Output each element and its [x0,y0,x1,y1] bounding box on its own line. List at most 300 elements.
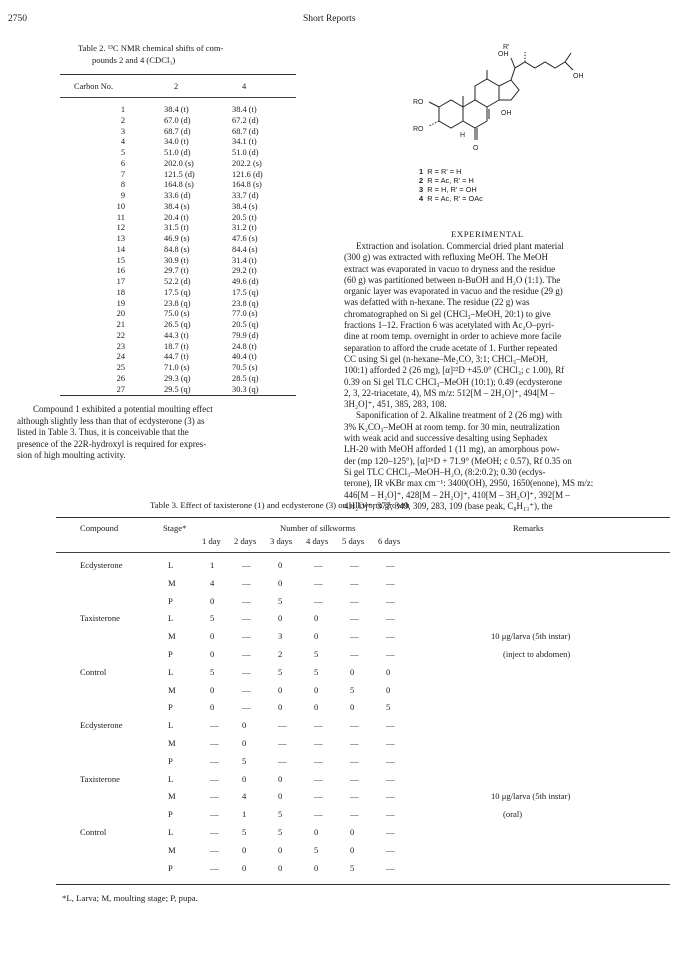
experimental-line: der (mp 120–125°), [α]²⁶D + 71.9° (MeOH; c 0.57), Rf 0.35 on [344,455,572,466]
table3-cell-day4: — [314,560,323,570]
table3-cell-day3: 3 [278,631,283,642]
experimental-line: was defatted with n-hexane. The residue (22 g) was [344,297,530,308]
table2-caption [78,42,268,66]
table3-row [60,685,670,698]
table3-cell-day5: — [350,560,359,570]
struct-label-oh-ring: OH [501,110,512,117]
table3-cell-day1: 0 [210,649,215,659]
table3-cell-day1: — [210,844,219,855]
table2-cell-carbon: 22 [116,330,125,340]
table3-header [60,523,670,553]
table3-cell-day3: 0 [278,702,283,713]
table3-row [60,560,670,573]
table2-cell-compound2: 30.9 (t) [164,255,189,265]
experimental-line: dine at room temp. overnight in order to achieve more facile [344,331,562,342]
table2-row [60,159,290,170]
table3-cell-day2: 4 [242,791,247,802]
table2-cell-compound4: 20.5 (q) [232,320,259,329]
table2-row [60,180,290,191]
table3-row [60,649,670,662]
table3-cell-day6: — [386,560,395,570]
table3-row [60,774,670,787]
table2-header-carbon: Carbon No. [74,82,114,91]
table3-footnote: *L, Larva; M, moulting stage; P, pupa. [62,893,198,903]
table2-cell-compound4: 40.4 (t) [232,352,257,362]
table3-cell-stage: M [168,738,176,748]
struct-label-ro-bottom: RO [413,126,424,133]
table3-cell-compound: Taxisterone [80,773,120,784]
table3-cell-stage: L [168,613,174,624]
table2-cell-compound2: 38.4 (t) [164,105,189,114]
table3-row [60,720,670,733]
table2-row [60,127,290,138]
table2-cell-compound4: 17.5 (q) [232,287,259,297]
table3-row [60,809,670,822]
table3-cell-day6: — [386,862,395,873]
table3-cell-day1: — [210,773,219,784]
table2-cell-compound2: 52.2 (d) [164,277,191,286]
table3-header-compound: Compound [80,523,119,533]
table3-cell-day5: — [350,791,359,802]
experimental-line: (60 g) was partitioned between n-BuOH and H₂O (1:1). The [344,274,561,285]
table2-cell-carbon: 19 [116,298,125,308]
table3-row [60,863,670,876]
table2-cell-compound2: 75.0 (s) [164,309,190,319]
table3-cell-day3: 0 [278,577,283,588]
experimental-line: Si gel TLC CHCl₃–MeOH–H₂O, (8:2:0.2); 0.30 (ecdys- [344,466,546,477]
table3-cell-compound: Control [80,827,107,837]
table2-row [60,363,290,374]
table3-cell-stage: L [168,827,174,837]
table2-cell-compound4: 77.0 (s) [232,309,258,319]
table2-cell-carbon: 3 [120,126,125,136]
table2-cell-compound4: 30.3 (q) [232,384,259,394]
table3-cell-day5: — [350,631,359,642]
table2-row [60,202,290,213]
table2-row [60,266,290,277]
table3-cell-day2: — [242,702,251,713]
table2-cell-compound4: 84.4 (s) [232,244,258,254]
table2-cell-compound4: 68.7 (d) [232,126,259,136]
table2-cell-carbon: 14 [116,244,125,254]
table3-cell-day6: — [386,631,395,642]
table2-bottom-rule [60,395,296,396]
table2-row [60,137,290,148]
table2-row [60,245,290,256]
table3-cell-day3: 5 [278,827,283,837]
table3-cell-stage: P [168,755,173,766]
table3-cell-stage: P [168,862,173,873]
table2-row [60,191,290,202]
table2-row [60,170,290,181]
table2-cell-compound2: 31.5 (t) [164,223,189,233]
table3-cell-day4: 0 [314,862,319,873]
table3-cell-day6: — [386,613,395,624]
table3-cell-day5: — [350,577,359,588]
table3-caption: Table 3. Effect of taxisterone (1) and ecdysterone (3) on silkworm growth [150,500,410,510]
table3-row [60,756,670,769]
table3-cell-day6: — [386,595,395,606]
table2-row [60,299,290,310]
table2-cell-carbon: 20 [116,309,125,319]
table3-cell-day1: 0 [210,702,215,713]
table2-row [60,309,290,320]
table2-cell-compound4: 38.4 (s) [232,201,258,211]
table2-cell-compound2: 71.0 (s) [164,363,190,372]
table3-cell-stage: P [168,702,173,713]
table3-cell-stage: P [168,809,173,820]
experimental-line: 3H₂O]⁺, 451, 385, 283, 108. [344,399,447,410]
table3-cell-day4: — [314,773,323,784]
table3-cell-day4: 5 [314,649,319,659]
table3-cell-day2: 0 [242,720,247,731]
compound-legend [419,167,483,203]
table3-cell-day3: 2 [278,649,283,659]
table3-bottom-rule [56,884,670,885]
table3-cell-stage: L [168,560,174,570]
table3-cell-day3: 5 [278,809,283,820]
table2-cell-compound2: 20.4 (t) [164,212,189,222]
table3-row [60,667,670,680]
table3-cell-day2: 0 [242,738,247,748]
table2-cell-compound4: 31.2 (t) [232,223,257,233]
table3-day-header: 6 days [378,536,401,546]
running-header: Short Reports [303,14,356,24]
table3-cell-day1: 0 [210,595,215,606]
compound-legend-item: 3 R = H, R' = OH [419,185,477,194]
table3-cell-day2: — [242,649,251,659]
table3-cell-day1: — [210,755,219,766]
table2-caption-line: pounds 2 and 4 (CDCl₃) [92,55,176,65]
table3-cell-day5: 5 [350,684,355,695]
table3-cell-day2: 0 [242,844,247,855]
table2-cell-compound4: 34.1 (t) [232,137,257,147]
table3-cell-day4: — [314,809,323,820]
table2-cell-compound2: 44.7 (t) [164,352,189,362]
table2-cell-compound4: 38.4 (t) [232,105,257,114]
table2-header [60,82,296,94]
table2-cell-compound2: 51.0 (d) [164,148,191,157]
table2-cell-compound2: 29.5 (q) [164,384,191,394]
table3-cell-day1: — [210,862,219,873]
experimental-line: CC using Si gel (n-hexane–Me₂CO, 3:1; CHCl₃–MeOH, [344,353,548,364]
table2-cell-compound2: 29.7 (t) [164,266,189,276]
table3-header-remarks: Remarks [513,523,544,533]
table3-cell-day2: 5 [242,755,247,766]
discussion-line: listed in Table 3. Thus, it is conceivable that the [17,427,189,438]
table2-cell-compound2: 29.3 (q) [164,373,191,383]
table3-cell-day3: — [278,720,287,731]
table2-header-rule [60,97,296,98]
table2-cell-compound4: 24.8 (t) [232,341,257,351]
table2-row [60,256,290,267]
table2-header-2: 2 [174,82,179,91]
struct-label-oh-top: OH [498,51,509,58]
experimental-line: terone), IR νKBr max cm⁻¹: 3400(OH), 2950, 1650(enone), MS m/z: [344,478,594,489]
table2-row [60,277,290,288]
table3-cell-day5: 0 [350,702,355,713]
table2-cell-compound2: 68.7 (d) [164,126,191,136]
table3-cell-day3: 5 [278,666,283,677]
table3-cell-day1: — [210,791,219,802]
table3-cell-day3: — [278,755,287,766]
table2-cell-carbon: 10 [116,201,125,211]
table3-cell-day5: — [350,649,359,659]
table3-row [60,631,670,644]
experimental-line: 2, 3, 22-triacetate, 4), MS m/z: 512[M – 2H₂O]⁺, 494[M – [344,387,555,398]
table3-cell-day4: 0 [314,827,319,837]
table3-cell-day2: — [242,684,251,695]
table2-cell-carbon: 12 [116,223,125,233]
table3-cell-day6: — [386,738,395,748]
table2-row [60,288,290,299]
table2-cell-compound2: 26.5 (q) [164,320,191,329]
table3-cell-compound: Ecdysterone [80,720,123,731]
table2-cell-compound2: 34.0 (t) [164,137,189,147]
table3-cell-day5: — [350,809,359,820]
table2-cell-compound2: 17.5 (q) [164,287,191,297]
table3-cell-day6: — [386,755,395,766]
table2-cell-compound4: 79.9 (d) [232,330,259,340]
table3-row [60,702,670,715]
table3-cell-day4: 5 [314,666,319,677]
table3-cell-day4: 0 [314,702,319,713]
table2-cell-carbon: 4 [120,137,125,147]
table2-cell-carbon: 25 [116,363,125,372]
table3-cell-stage: M [168,684,176,695]
table3-cell-day6: — [386,720,395,731]
experimental-line: 100:1) afforded 2 (26 mg), [α]²²D +45.0° (CHCl₃; c 1.00), Rf [344,365,565,376]
table2-cell-carbon: 17 [116,277,125,286]
table3-cell-day5: 0 [350,827,355,837]
table2-cell-carbon: 16 [116,266,125,276]
table3-cell-remarks: 10 μg/larva (5th instar) [491,631,571,642]
table2-cell-compound4: 31.4 (t) [232,255,257,265]
compound-legend-item: 4 R = Ac, R' = OAc [419,194,483,203]
table3-cell-day5: 0 [350,666,355,677]
table3-day-header: 1 day [202,536,221,546]
table3-cell-day2: — [242,560,251,570]
table3-cell-day6: 0 [386,684,391,695]
table2-row [60,213,290,224]
table2-header-4: 4 [242,82,247,91]
table2-row [60,320,290,331]
table3-cell-day1: 0 [210,684,215,695]
experimental-heading: EXPERIMENTAL [451,229,524,239]
table3-cell-day1: 4 [210,577,215,588]
table3-day-header: 2 days [234,536,257,546]
table3-cell-day4: — [314,595,323,606]
table2-cell-compound4: 49.6 (d) [232,277,259,286]
table2-row [60,234,290,245]
table2-row [60,385,290,396]
table2-cell-compound4: 28.5 (q) [232,373,259,383]
table3-cell-day5: — [350,738,359,748]
table3-cell-stage: P [168,595,173,606]
table2-row [60,342,290,353]
table3-row [60,827,670,840]
table2-cell-compound4: 33.7 (d) [232,191,259,200]
table2-cell-compound2: 164.8 (s) [164,180,194,190]
table3-cell-day5: 0 [350,844,355,855]
table3-cell-day1: 5 [210,666,215,677]
table2-cell-carbon: 24 [116,352,125,362]
table3-cell-day2: — [242,577,251,588]
table3-cell-remarks: (oral) [503,809,523,820]
page-number: 2750 [8,14,27,24]
table3-cell-stage: L [168,720,174,731]
table3-cell-day3: 0 [278,862,283,873]
table3-cell-day2: — [242,595,251,606]
table3-cell-remarks: 10 μg/larva (5th instar) [491,791,571,802]
table2-cell-compound4: 67.2 (d) [232,115,259,125]
table3-cell-day4: 0 [314,631,319,642]
experimental-line: with weak acid and successive desalting using Sephadex [344,433,548,444]
table3-cell-day1: — [210,738,219,748]
table3-cell-compound: Ecdysterone [80,560,123,570]
experimental-line: Extraction and isolation. Commercial dried plant material [356,241,564,251]
table2-cell-compound4: 51.0 (d) [232,148,259,157]
experimental-line: 446[M – H₂O]⁺, 428[M – 2H₂O]⁺, 410[M – 3H₂O]⁺, 392[M – [344,489,570,500]
table2-cell-compound2: 84.8 (s) [164,244,190,254]
table3-cell-day5: — [350,595,359,606]
table3-cell-day1: — [210,720,219,731]
table2-row [60,374,290,385]
table3-cell-day6: — [386,791,395,802]
table3-cell-day1: — [210,809,219,820]
table3-cell-day2: — [242,666,251,677]
table3-cell-day3: 0 [278,560,283,570]
table3-cell-compound: Control [80,666,107,677]
table3-cell-day5: — [350,613,359,624]
table3-cell-stage: M [168,631,176,642]
table2-cell-compound4: 29.2 (t) [232,266,257,276]
table3-cell-day4: 0 [314,684,319,695]
table3-cell-stage: M [168,791,176,802]
table3-row [60,596,670,609]
struct-label-h: H [460,132,466,139]
table2-cell-carbon: 23 [116,341,125,351]
experimental-line: 4H₂O]⁺, 377, 349, 309, 283, 109 (base peak, C₈H₁₃⁺), the [344,500,553,511]
table2-cell-compound2: 202.0 (s) [164,158,194,168]
table3-cell-day6: — [386,649,395,659]
table3-cell-day6: — [386,773,395,784]
table2-cell-compound4: 23.8 (q) [232,298,259,308]
discussion-line: presence of the 22R-hydroxyl is required for expres- [17,438,207,449]
table2-cell-compound4: 121.6 (d) [232,169,263,179]
table3-cell-day5: — [350,720,359,731]
table2-cell-compound2: 38.4 (s) [164,201,190,211]
table3-cell-day4: — [314,755,323,766]
table3-day-header: 3 days [270,536,293,546]
table3-cell-day4: — [314,791,323,802]
table2-cell-compound2: 18.7 (t) [164,341,189,351]
discussion-paragraph [17,404,335,462]
table3-cell-day3: — [278,738,287,748]
table2-row [60,331,290,342]
experimental-line: (300 g) was extracted with refluxing MeOH. The MeOH [344,252,549,263]
table2-cell-compound4: 47.6 (s) [232,234,258,243]
experimental-line: LH-20 with MeOH afforded 1 (11 mg), an amorphous pow- [344,444,560,455]
table3-cell-day5: — [350,755,359,766]
table3-cell-stage: P [168,649,173,659]
table2-cell-compound2: 46.9 (s) [164,234,190,243]
table2-cell-carbon: 8 [120,180,125,190]
table3-cell-day1: 5 [210,613,215,624]
table3-top-rule [56,517,670,518]
table2-cell-compound4: 164.8 (s) [232,180,262,190]
experimental-line: Saponification of 2. Alkaline treatment of 2 (26 mg) with [356,410,562,421]
table2-cell-compound4: 202.2 (s) [232,158,262,168]
table3-cell-day1: 0 [210,631,215,642]
table3-cell-day1: 1 [210,560,215,570]
table3-row [60,613,670,626]
table2-cell-compound2: 23.8 (q) [164,298,191,308]
table2-cell-compound4: 70.5 (s) [232,363,258,372]
table3-row [60,578,670,591]
table3-cell-day6: — [386,577,395,588]
table3-cell-day2: 1 [242,809,247,820]
experimental-line: extract was evaporated in vacuo to dryness and the residue [344,263,556,274]
table3-cell-day3: 0 [278,613,283,624]
table3-cell-day6: 5 [386,702,391,713]
table3-cell-day6: — [386,844,395,855]
table3-cell-compound: Taxisterone [80,613,120,624]
table2-cell-carbon: 21 [116,320,125,329]
table2-row [60,105,290,116]
table2-cell-carbon: 13 [116,234,125,243]
struct-label-ro-top: RO [413,99,424,106]
table2-row [60,116,290,127]
table3-cell-day3: 5 [278,595,283,606]
table3-cell-stage: M [168,844,176,855]
table3-row [60,845,670,858]
table3-cell-day2: 0 [242,862,247,873]
struct-label-r-prime: R' [503,44,510,51]
table3-cell-day3: 0 [278,791,283,802]
table2-caption-line: Table 2. ¹³C NMR chemical shifts of com- [78,43,224,53]
table3-cell-day4: — [314,720,323,731]
table3-header-stage: Stage* [163,523,187,533]
table3-cell-day2: 5 [242,827,247,837]
compound-legend-item: 2 R = Ac, R' = H [419,176,474,185]
discussion-line: although slightly less than that of ecdysterone (3) as [17,415,205,426]
experimental-line: 3% K₂CO₃–MeOH at room temp. for 30 min, neutralization [344,421,560,432]
table3-cell-stage: L [168,773,174,784]
table2-cell-carbon: 1 [120,105,125,114]
table2-cell-carbon: 2 [120,115,125,125]
discussion-line: Compound 1 exhibited a potential moulting effect [33,404,213,414]
table2-row [60,148,290,159]
table3-cell-day4: — [314,577,323,588]
experimental-line: fractions 1–12. Fraction 6 was acetylated with Ac₂O–pyri- [344,320,555,331]
table3-cell-day4: 0 [314,613,319,624]
compound-legend-item: 1 R = R' = H [419,167,462,176]
table3-header-group: Number of silkworms [280,523,356,533]
struct-label-oh-side: OH [573,73,584,80]
table3-cell-day2: — [242,613,251,624]
table2-cell-carbon: 26 [116,373,125,383]
table3-cell-day3: 0 [278,684,283,695]
table2-row [60,223,290,234]
experimental-line: organic layer was evaporated in vacuo and the residue (29 g) [344,286,563,297]
table2-cell-carbon: 18 [116,287,125,297]
table3-cell-day3: 0 [278,773,283,784]
table2-cell-carbon: 9 [120,191,125,200]
table2-cell-carbon: 27 [116,384,125,394]
table3-day-header: 4 days [306,536,329,546]
table3-cell-day6: — [386,809,395,820]
